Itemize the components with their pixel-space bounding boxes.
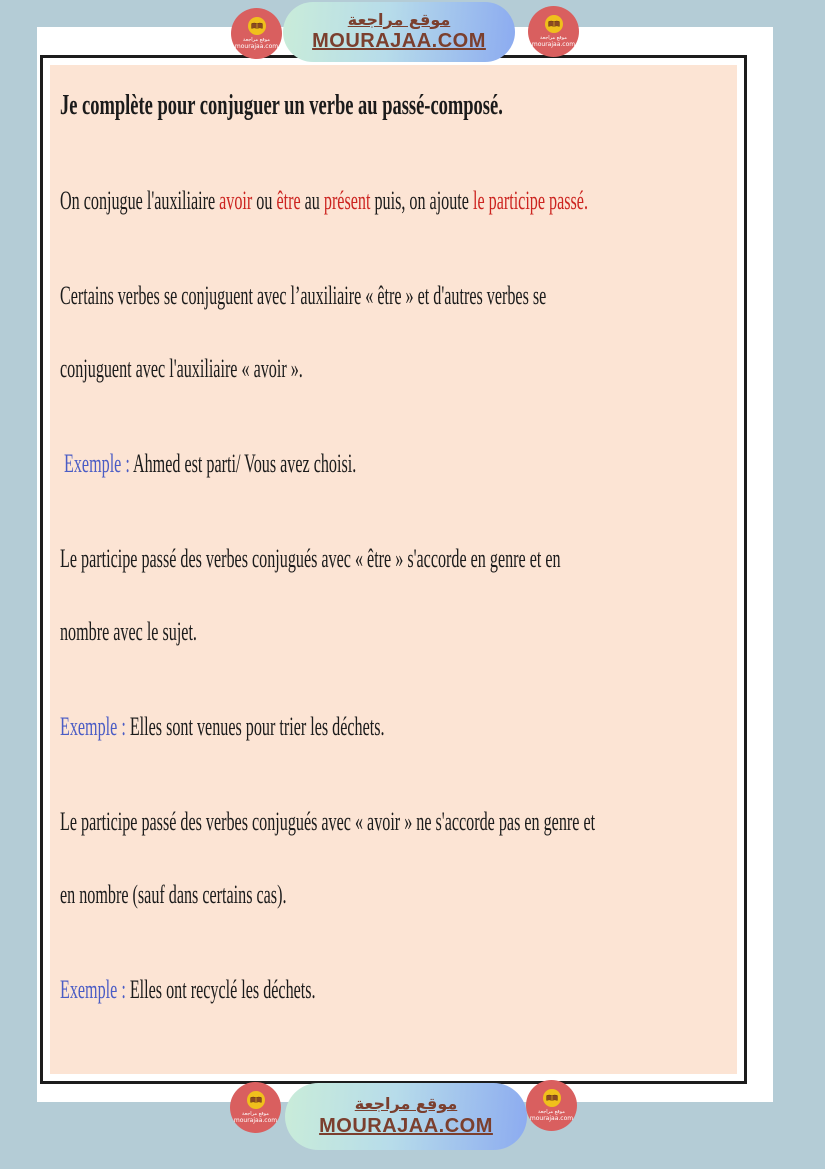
header-banner bbox=[283, 2, 515, 62]
badge-caption-domain: mourajaa.com bbox=[529, 1114, 574, 1122]
paragraph-block bbox=[60, 522, 731, 668]
text-line: Exemple : Elles ont recyclé les déchets. bbox=[60, 974, 316, 1004]
example-block bbox=[60, 953, 731, 1026]
document-title bbox=[60, 69, 731, 142]
text-line: Je complète pour conjuguer un verbe au passé-composé. bbox=[60, 89, 503, 121]
badge-caption-domain: mourajaa.com bbox=[233, 1116, 278, 1124]
badge-logo-disc bbox=[545, 15, 563, 33]
badge-caption-arabic: موقع مراجعة bbox=[540, 34, 567, 41]
footer-banner bbox=[285, 1083, 527, 1150]
footer-site-name-arabic: موقع مراجعة bbox=[354, 1094, 458, 1114]
paragraph-block bbox=[60, 785, 731, 931]
document-content bbox=[50, 65, 737, 1074]
badge-logo-disc bbox=[543, 1089, 561, 1107]
text-line: Le participe passé des verbes conjugués avec « être » s'accorde en genre et en bbox=[60, 543, 561, 573]
badge-caption-arabic: موقع مراجعة bbox=[242, 1110, 269, 1117]
text-line: Le participe passé des verbes conjugués avec « avoir » ne s'accorde pas en genre et bbox=[60, 806, 596, 836]
badge-caption-arabic: موقع مراجعة bbox=[243, 36, 270, 43]
document-frame bbox=[40, 55, 747, 1084]
header-site-name-arabic: موقع مراجعة bbox=[347, 9, 451, 29]
site-logo-badge bbox=[231, 8, 282, 59]
badge-caption-domain: mourajaa.com bbox=[234, 42, 279, 50]
badge-logo-disc bbox=[248, 17, 266, 35]
badge-caption-arabic: موقع مراجعة bbox=[538, 1108, 565, 1115]
badge-logo-disc bbox=[247, 1091, 265, 1109]
text-line: On conjugue l'auxiliaire avoir ou être au présent puis, on ajoute le participe passé. bbox=[60, 185, 588, 215]
site-logo-badge bbox=[526, 1080, 577, 1131]
badge-caption-domain: mourajaa.com bbox=[531, 40, 576, 48]
site-logo-badge bbox=[230, 1082, 281, 1133]
example-block bbox=[60, 690, 731, 763]
book-icon bbox=[251, 17, 263, 35]
book-icon bbox=[546, 1089, 558, 1107]
book-icon bbox=[548, 15, 560, 33]
text-line: en nombre (sauf dans certains cas). bbox=[60, 879, 287, 909]
text-line: Certains verbes se conjuguent avec l’auxiliaire « être » et d'autres verbes se bbox=[60, 280, 547, 310]
paragraph-block bbox=[60, 259, 731, 405]
site-logo-badge bbox=[528, 6, 579, 57]
book-icon bbox=[250, 1091, 262, 1109]
text-line: Exemple : Ahmed est parti/ Vous avez choisi. bbox=[60, 448, 357, 478]
example-block bbox=[60, 427, 731, 500]
text-line: conjuguent avec l'auxiliaire « avoir ». bbox=[60, 353, 303, 383]
footer-site-domain-link[interactable]: MOURAJAA.COM bbox=[319, 1114, 493, 1137]
header-site-domain-link[interactable]: MOURAJAA.COM bbox=[312, 30, 486, 53]
text-line: nombre avec le sujet. bbox=[60, 616, 197, 646]
paragraph-block bbox=[60, 164, 731, 237]
text-line: Exemple : Elles sont venues pour trier les déchets. bbox=[60, 711, 385, 741]
